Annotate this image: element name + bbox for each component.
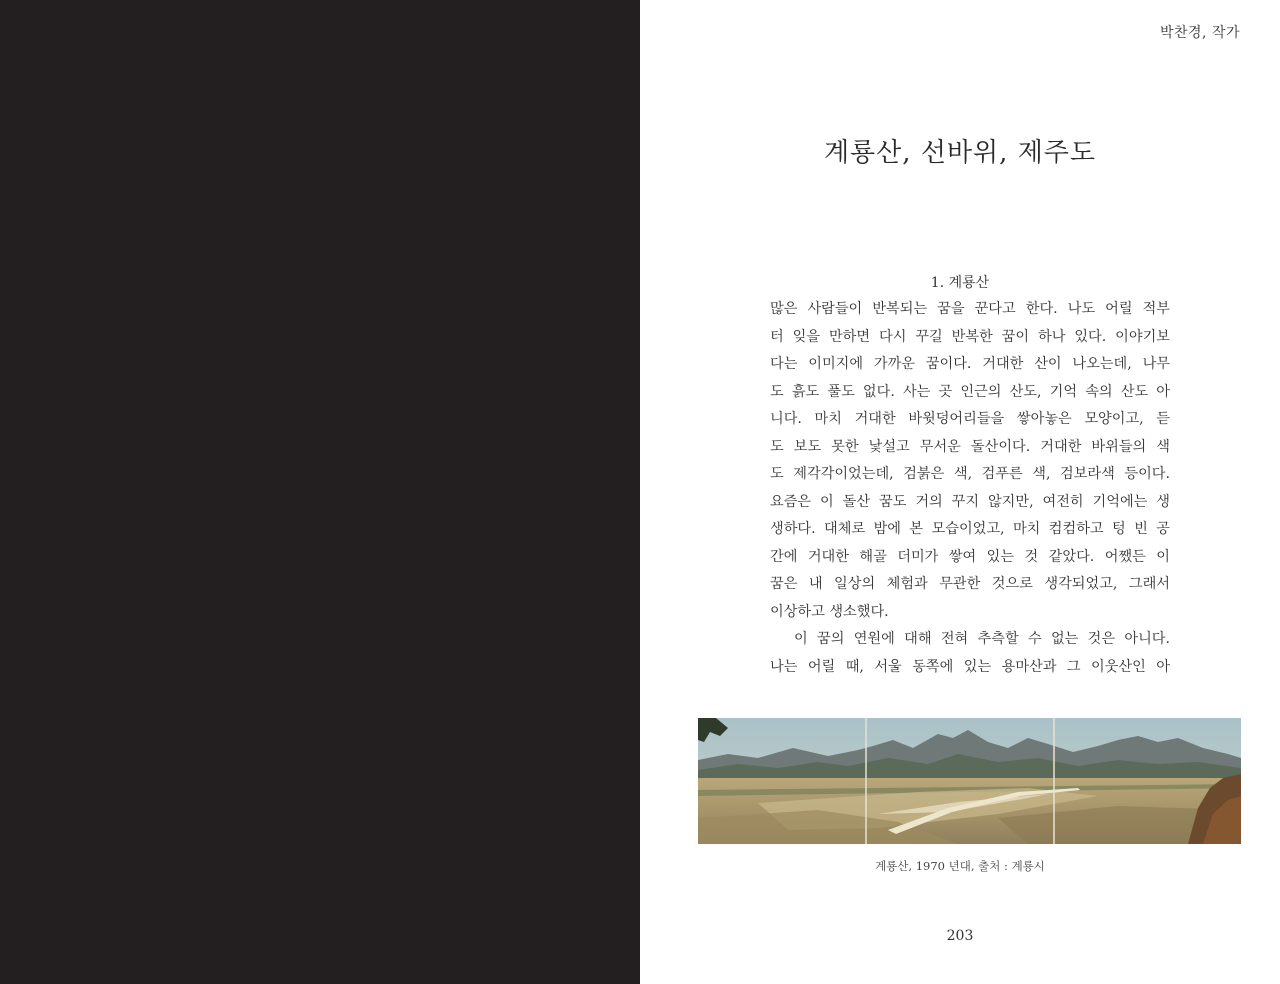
body-line: 도 제각각이었는데, 검붉은 색, 검푸른 색, 검보라색 등이다. [770, 466, 1170, 482]
photo-caption: 계룡산, 1970 년대, 출처 : 계룡시 [875, 859, 1045, 873]
section-heading: 1. 계룡산 [930, 275, 990, 291]
body-text [770, 296, 1170, 681]
body-line: 간에 거대한 해골 더미가 쌓여 있는 것 같았다. 어쨌든 이 [770, 548, 1170, 565]
body-line: 도 보도 못한 낯설고 무서운 돌산이다. 거대한 바위들의 색 [770, 438, 1170, 455]
body-line: 꿈은 내 일상의 체험과 무관한 것으로 생각되었고, 그래서 [770, 576, 1170, 592]
body-line: 니다. 마치 거대한 바윗덩어리들을 쌓아놓은 모양이고, 듣 [770, 411, 1170, 427]
body-line: 이 꿈의 연원에 대해 전혀 추측할 수 없는 것은 아니다. [794, 631, 1170, 647]
body-line: 나는 어릴 때, 서울 동쪽에 있는 용마산과 그 이웃산인 아 [770, 658, 1170, 675]
body-line: 생하다. 대체로 밤에 본 모습이었고, 마치 컴컴하고 텅 빈 공 [770, 521, 1170, 537]
body-line: 다는 이미지에 가까운 꿈이다. 거대한 산이 나오는데, 나무 [770, 356, 1170, 372]
running-head: 박찬경, 작가 [1159, 25, 1240, 41]
body-line: 터 잊을 만하면 다시 꾸길 반복한 꿈이 하나 있다. 이야기보 [770, 328, 1170, 345]
body-line: 요즘은 이 돌산 꿈도 거의 꾸지 않지만, 여전히 기억에는 생 [770, 493, 1170, 510]
right-page [640, 0, 1280, 984]
body-line: 도 흙도 풀도 없다. 사는 곳 인근의 산도, 기억 속의 산도 아 [770, 383, 1170, 400]
page-number: 203 [946, 928, 974, 944]
chapter-title: 계룡산, 선바위, 제주도 [823, 138, 1097, 168]
mountain-panorama-photo [698, 718, 1241, 844]
body-line: 많은 사람들이 반복되는 꿈을 꾼다고 한다. 나도 어릴 적부 [770, 301, 1170, 317]
body-line: 이상하고 생소했다. [770, 603, 889, 620]
